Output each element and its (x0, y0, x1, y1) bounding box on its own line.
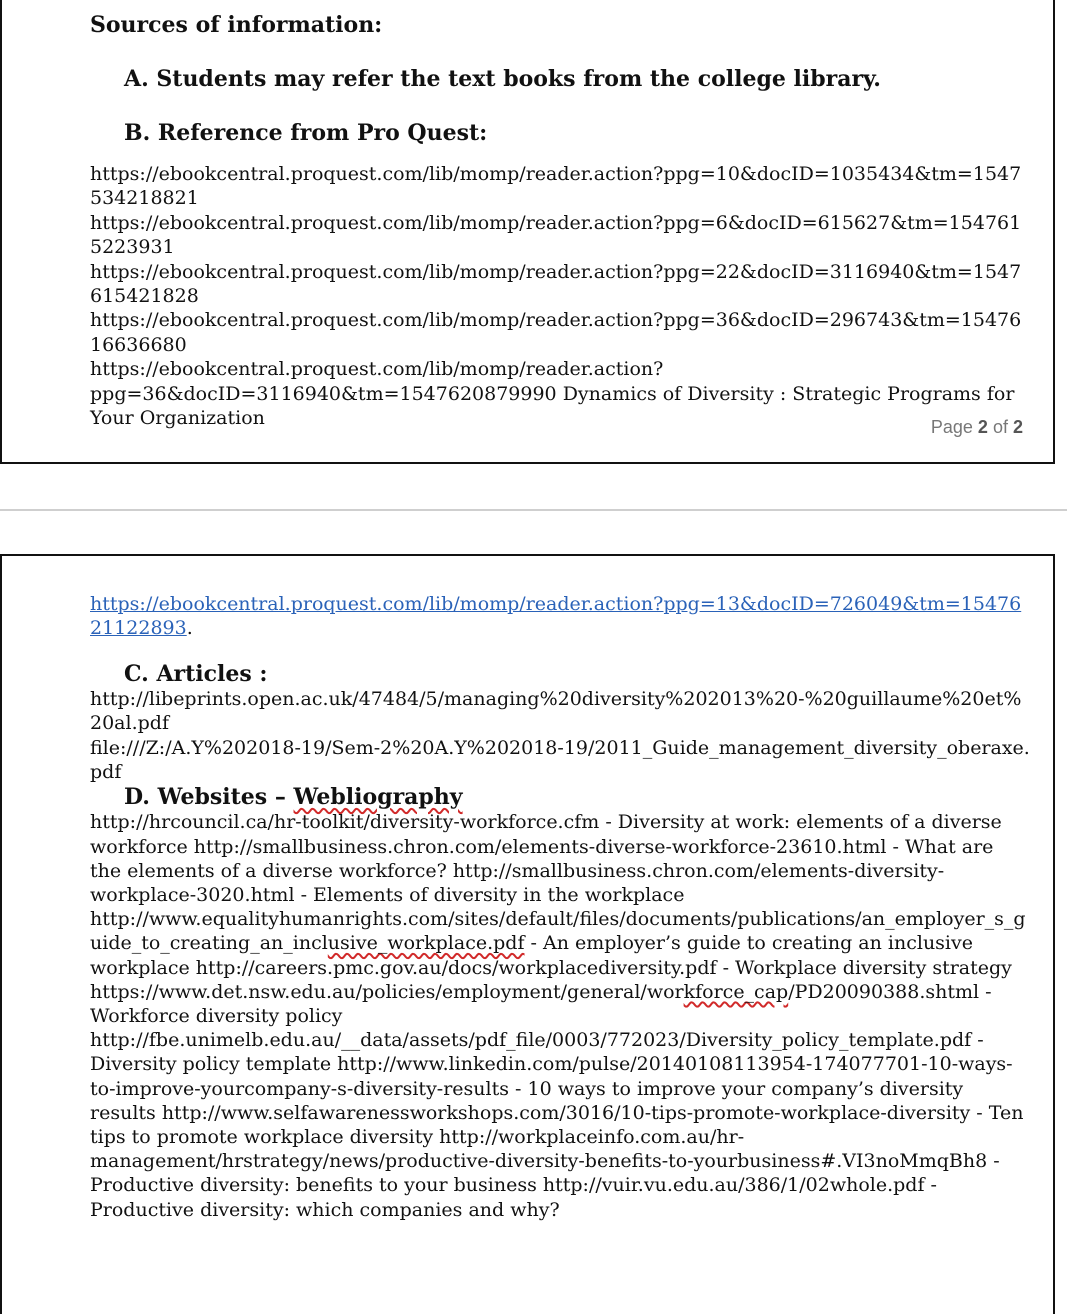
proquest-link-6-line (90, 592, 1030, 641)
websites-list (90, 810, 1030, 1221)
page-number-current: 2 (977, 417, 988, 437)
item-d-heading (124, 784, 1030, 810)
websites-text-3: - An employer’s guide to creating an inclusive workplace http://careers.pmc.gov.au/docs/workplacediversity.pdf - Workplace diversity strategy https://www.det.nsw.edu.au/policies/employment/general/wor (90, 932, 1012, 1003)
proquest-link-4: https://ebookcentral.proquest.com/lib/momp/reader.action?ppg=36&docID=296743&tm=1547616636680 (90, 309, 1022, 356)
websites-text-5: /PD20090388.shtml - Workforce diversity policy http://fbe.unimelb.edu.au/__data/assets/pdf_file/0003/772023/Diversity_policy_template.pdf - Diversity policy template http://www.linkedin.com/pulse/20140108113954-174077701-10-ways-to-improve-yourcompany-s-diversity-results - 10 ways to improve your company’s diversity results http://www.selfawarenessworkshops.com/3016/10-tips-promote-workplace-diversity - Ten tips to promote workplace diversity http://workplaceinfo.com.au/hr-management/hrstrategy/news/productive-diversity-benefits-to-yourbusiness#.VI3noMmqBh8 - Productive diversity: benefits to your business http://vuir.vu.edu.au/386/1/02whole.pdf - Productive diversity: which companies and why? (90, 980, 1024, 1221)
proquest-link-3: https://ebookcentral.proquest.com/lib/momp/reader.action?ppg=22&docID=3116940&tm=1547615421828 (90, 260, 1022, 308)
page-number (931, 417, 1023, 438)
websites-text-1: http://hrcouncil.ca/hr-toolkit/diversity-workforce.cfm - Diversity at work: elements of a diverse workforce http://smallbusiness.chron.com/elements-diverse-workforce-23610.html - What are the elements of a diverse workforce? http://smallbusiness.chron.com/elements-diversity-workplace-3020.html - Elements of diversity in the workplace http://www.equalityhumanrights.com/sites/default/files/documents/publications/an_employer_s_guide_to_creating_an_incl (90, 811, 1026, 955)
item-c-heading: C. Articles : (124, 660, 268, 687)
page-1-content (90, 10, 1030, 430)
article-link-1: http://libeprints.open.ac.uk/47484/5/managing%20diversity%202013%20-%20guillaume%20et%20al.pdf (90, 687, 1022, 735)
websites-text-2: usive_workplace.pdf (327, 932, 525, 955)
page-2-content (90, 592, 1030, 1222)
sources-heading: Sources of information: (90, 12, 383, 38)
proquest-link-6[interactable]: https://ebookcentral.proquest.com/lib/momp/reader.action?ppg=13&docID=726049&tm=1547621122893 (90, 593, 1022, 640)
websites-text-4: kforce_cap (683, 980, 789, 1003)
item-d-webliography: Webliography (293, 784, 463, 811)
articles-list (90, 687, 1030, 785)
proquest-link-2: https://ebookcentral.proquest.com/lib/momp/reader.action?ppg=6&docID=615627&tm=1547615223931 (90, 211, 1022, 259)
page-number-of: of (992, 417, 1008, 437)
page-number-total: 2 (1012, 417, 1023, 437)
item-a-text: A. Students may refer the text books from the college library. (124, 66, 881, 92)
article-link-2: file:///Z:/A.Y%202018-19/Sem-2%20A.Y%202018-19/2011_Guide_management_diversity_oberaxe.pdf (90, 736, 1030, 784)
link-suffix-period: . (186, 617, 193, 640)
page-separator (0, 509, 1067, 511)
document-page-2 (0, 0, 1055, 464)
page-number-label: Page (930, 417, 973, 437)
proquest-link-5: https://ebookcentral.proquest.com/lib/momp/reader.action?ppg=36&docID=3116940&tm=1547620879990 Dynamics of Diversity : Strategic Programs for Your Organization (90, 358, 1015, 430)
proquest-link-1: https://ebookcentral.proquest.com/lib/momp/reader.action?ppg=10&docID=1035434&tm=1547534218821 (90, 163, 1022, 210)
item-d-prefix: D. Websites – (124, 784, 294, 811)
item-b-heading: B. Reference from Pro Quest: (124, 120, 488, 146)
document-page-3 (0, 554, 1055, 1314)
proquest-link-list (90, 162, 1030, 430)
